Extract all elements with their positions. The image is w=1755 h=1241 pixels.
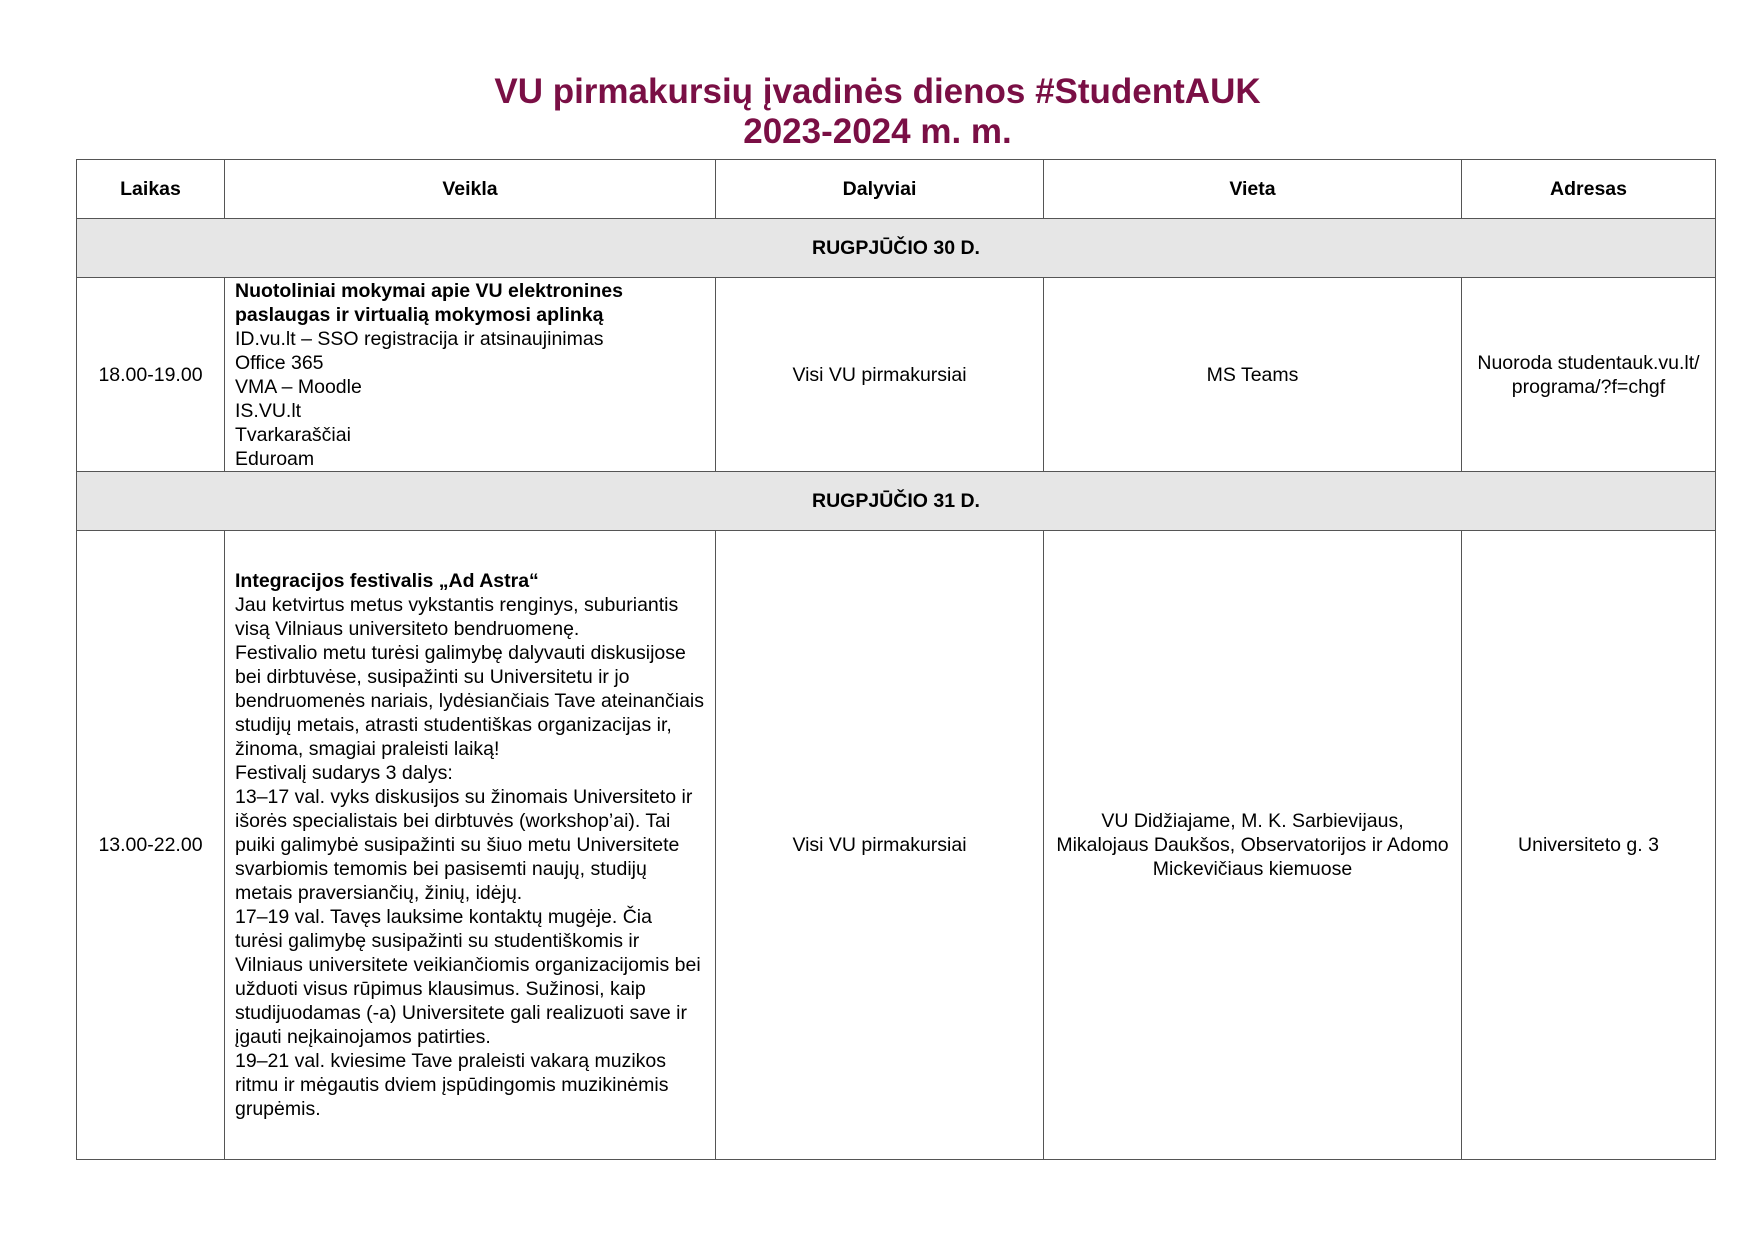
- activity-line: Festivalio metu turėsi galimybę dalyvauti diskusijose bei dirbtuvėse, susipažinti su Universitetu ir jo bendruomenės nariais, lydėsiančiais Tave ateinančiais studijų metais, atrasti studentiškas organizacijas ir, žinoma, smagiai praleisti laiką!: [235, 642, 704, 760]
- activity-title: Nuotoliniai mokymai apie VU elektronines paslaugas ir virtualią mokymosi aplinką: [235, 279, 623, 326]
- activity-line: 17–19 val. Tavęs lauksime kontaktų mugėje. Čia turėsi galimybę susipažinti su studentiškomis ir Vilniaus universitete veikiančiomis organizacijomis bei užduoti visus rūpimus klausimus. Sužinosi, kaip studijuodamas (-a) Universitete gali realizuoti save ir įgauti neįkainojamos patirties.: [235, 906, 701, 1048]
- activity-line: Tvarkaraščiai: [235, 423, 351, 446]
- activity-line: Jau ketvirtus metus vykstantis renginys, suburiantis visą Vilniaus universiteto bendruomenę.: [235, 594, 679, 640]
- header-participants: Dalyviai: [716, 160, 1044, 219]
- schedule-table: [76, 159, 1716, 1160]
- event-venue: VU Didžiajame, M. K. Sarbievijaus, Mikalojaus Daukšos, Observatorijos ir Adomo Mickevičiaus kiemuose: [1044, 531, 1462, 1160]
- table-row: [77, 531, 1716, 1160]
- event-time: 18.00-19.00: [77, 278, 225, 472]
- activity-line: ID.vu.lt – SSO registracija ir atsinaujinimas: [235, 327, 604, 350]
- activity-title: Integracijos festivalis „Ad Astra“: [235, 570, 539, 592]
- table-row: [77, 278, 1716, 472]
- activity-line: VMA – Moodle: [235, 375, 362, 398]
- activity-line: 19–21 val. kviesime Tave praleisti vakarą muzikos ritmu ir mėgautis dviem įspūdingomis muzikinėmis grupėmis.: [235, 1050, 669, 1120]
- header-time: Laikas: [77, 160, 225, 219]
- activity-line: IS.VU.lt: [235, 399, 302, 422]
- activity-line: Office 365: [235, 351, 324, 374]
- day-row: [77, 219, 1716, 278]
- title-line-1: VU pirmakursių įvadinės dienos #StudentAUK: [494, 72, 1261, 111]
- event-activity: [225, 278, 716, 472]
- day-row: [77, 472, 1716, 531]
- event-participants: Visi VU pirmakursiai: [716, 531, 1044, 1160]
- header-activity: Veikla: [225, 160, 716, 219]
- event-activity: [225, 531, 716, 1160]
- event-address: Universiteto g. 3: [1462, 531, 1716, 1160]
- event-venue: MS Teams: [1044, 278, 1462, 472]
- event-participants: Visi VU pirmakursiai: [716, 278, 1044, 472]
- header-venue: Vieta: [1044, 160, 1462, 219]
- page-title: [0, 72, 1755, 152]
- header-row: [77, 160, 1716, 219]
- event-time: 13.00-22.00: [77, 531, 225, 1160]
- activity-line: Festivalį sudarys 3 dalys:: [235, 762, 453, 784]
- day-label: RUGPJŪČIO 31 D.: [77, 472, 1716, 531]
- activity-line: Eduroam: [235, 447, 315, 470]
- title-line-2: 2023-2024 m. m.: [743, 112, 1012, 151]
- event-address: Nuoroda studentauk.vu.lt/programa/?f=chgf: [1462, 278, 1716, 472]
- header-address: Adresas: [1462, 160, 1716, 219]
- day-label: RUGPJŪČIO 30 D.: [77, 219, 1716, 278]
- activity-line: 13–17 val. vyks diskusijos su žinomais Universiteto ir išorės specialistais bei dirbtuvės (workshop’ai). Tai puiki galimybė susipažinti su šiuo metu Universitete svarbiomis temomis bei pasisemti naujų, studijų metais praversiančių, žinių, idėjų.: [235, 786, 693, 904]
